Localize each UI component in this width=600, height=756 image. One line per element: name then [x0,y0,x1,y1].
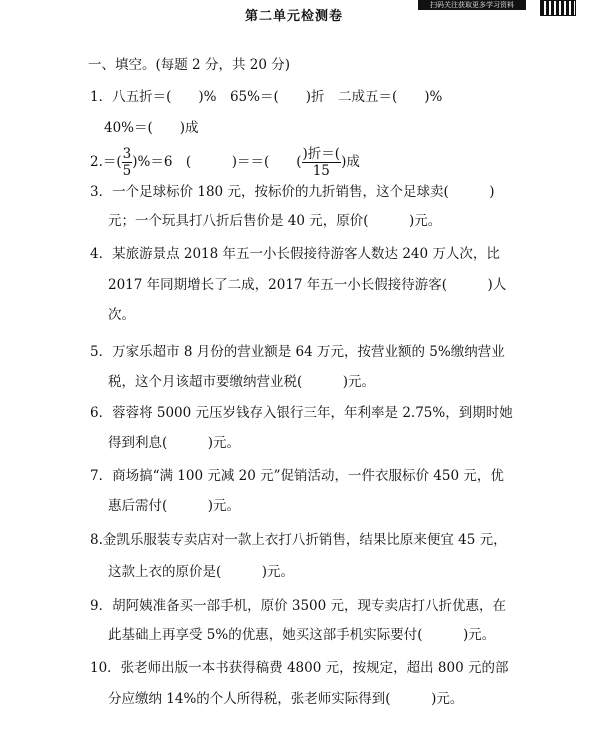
q4-line3: 次。 [108,307,135,323]
q2-frac2-denominator: 15 [312,163,330,179]
page-title: 第二单元检测卷 [245,9,344,24]
q2-frac-denominator: 5 [122,163,132,179]
q7-line2: 惠后需付( )元。 [108,498,241,514]
q4-line2: 2017 年同期增长了二成，2017 年五一小长假接待游客( )人 [108,277,507,293]
q2-line [90,146,360,179]
section-heading: 一、填空。(每题 2 分，共 20 分) [88,57,290,73]
q10-line1: 10．张老师出版一本书获得稿费 4800 元，按规定，超出 800 元的部 [90,660,509,676]
q8-line1: 8.金凯乐服装专卖店对一款上衣打八折销售，结果比原来便宜 45 元， [90,532,507,548]
q10-line2: 分应缴纳 14%的个人所得税，张老师实际得到( )元。 [108,691,464,707]
q9-line1: 9．胡阿姨准备买一部手机，原价 3500 元，现专卖店打八折优惠，在 [90,598,507,614]
q5-line2: 税，这个月该超市要缴纳营业税( )元。 [108,374,376,390]
q2-suffix: )成 [341,154,360,170]
q4-line1: 4．某旅游景点 2018 年五一小长假接待游客人数达 240 万人次，比 [90,246,500,262]
q2-prefix: 2.＝( [90,154,122,170]
q5-line1: 5．万家乐超市 8 月份的营业额是 64 万元，按营业额的 5%缴纳营业 [90,344,505,360]
qr-banner-text: 扫码关注获取更多学习资料 [418,0,526,10]
q8-line2: 这款上衣的原价是( )元。 [108,564,295,580]
qr-code-icon [540,0,576,16]
q9-line2: 此基础上再享受 5%的优惠，她买这部手机实际要付( )元。 [108,627,496,643]
q2-frac2-numerator: )折＝( [302,146,341,162]
q3-line2: 元；一个玩具打八折后售价是 40 元，原价( )元。 [108,213,442,229]
q6-line1: 6．蓉蓉将 5000 元压岁钱存入银行三年，年利率是 2.75%，到期时她 [90,405,513,421]
q6-line2: 得到利息( )元。 [108,435,241,451]
q3-line1: 3．一个足球标价 180 元，按标价的九折销售，这个足球卖( ) [90,184,495,200]
q2-fraction-2 [302,146,342,179]
q1-line1: 1．八五折＝( )% 65%＝( )折 二成五＝( )% [90,89,443,105]
q7-line1: 7．商场搞“满 100 元减 20 元”促销活动，一件衣服标价 450 元，优 [90,468,504,484]
q2-frac-numerator: 3 [122,146,132,162]
q2-middle: )%＝6 ( )＝＝( ( [132,154,302,170]
q1-line2: 40%＝( )成 [104,120,199,136]
q2-fraction [122,146,133,179]
